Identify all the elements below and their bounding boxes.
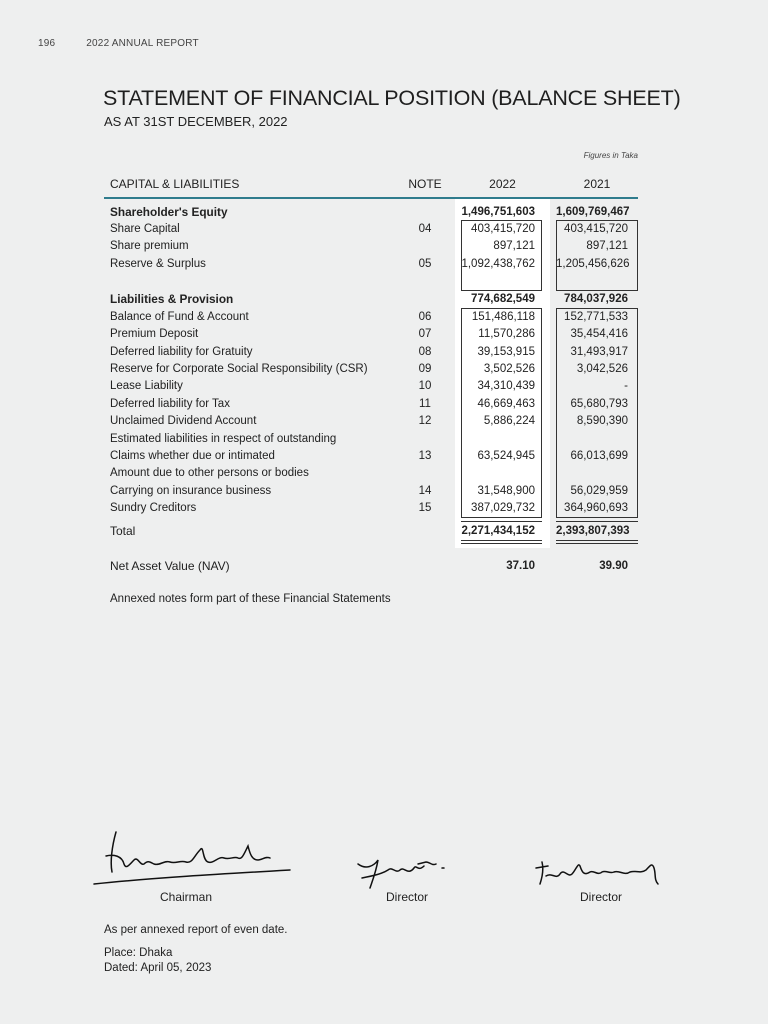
row-value-2022: 151,486,118 bbox=[471, 311, 535, 323]
total-2022-underline-2 bbox=[461, 543, 542, 544]
row-note: 07 bbox=[418, 328, 432, 340]
director-1-label: Director bbox=[386, 890, 429, 904]
table-row bbox=[0, 344, 768, 361]
row-value-2021: 39.90 bbox=[599, 560, 628, 572]
row-value-2022: 897,121 bbox=[493, 240, 535, 252]
row-value-2022: 37.10 bbox=[506, 560, 535, 572]
row-label: Liabilities & Provision bbox=[110, 292, 234, 306]
chairman-signature bbox=[90, 826, 295, 890]
row-note: 08 bbox=[418, 346, 432, 358]
row-value-2022: 34,310,439 bbox=[477, 380, 535, 392]
row-label: Premium Deposit bbox=[110, 328, 199, 340]
row-value-2022: 39,153,915 bbox=[477, 346, 535, 358]
row-value-2021: 3,042,526 bbox=[576, 363, 628, 375]
row-label: Lease Liability bbox=[110, 380, 183, 392]
row-label: Sundry Creditors bbox=[110, 502, 197, 514]
table-row bbox=[0, 204, 768, 221]
statement-title: STATEMENT OF FINANCIAL POSITION (BALANCE SHEET) bbox=[103, 86, 681, 110]
row-value-2021: 1,609,769,467 bbox=[556, 206, 630, 218]
row-note: 05 bbox=[418, 258, 432, 270]
header-divider bbox=[104, 197, 638, 199]
table-row bbox=[0, 238, 768, 255]
row-value-2021: 8,590,390 bbox=[576, 415, 628, 427]
row-note: 09 bbox=[418, 363, 432, 375]
row-label: Deferred liability for Gratuity bbox=[110, 346, 253, 358]
table-row bbox=[0, 221, 768, 238]
director-2-signature bbox=[532, 852, 664, 892]
row-label: Carrying on insurance business bbox=[110, 485, 272, 497]
row-value-2021: 897,121 bbox=[586, 240, 628, 252]
row-label: Total bbox=[110, 524, 136, 538]
table-row bbox=[0, 378, 768, 395]
report-name: 2022 ANNUAL REPORT bbox=[86, 38, 199, 49]
row-value-2021: 31,493,917 bbox=[570, 346, 628, 358]
row-value-2021: 35,454,416 bbox=[570, 328, 628, 340]
director-1-signature bbox=[352, 852, 452, 892]
statement-subtitle: AS AT 31ST DECEMBER, 2022 bbox=[104, 114, 288, 129]
row-label: Reserve for Corporate Social Responsibility (CSR) bbox=[110, 363, 368, 375]
row-value-2022: 5,886,224 bbox=[483, 415, 535, 427]
table-row bbox=[0, 465, 768, 482]
total-2021-underline-2 bbox=[556, 543, 638, 544]
table-row bbox=[0, 448, 768, 465]
row-value-2022: 774,682,549 bbox=[471, 293, 535, 305]
row-label: Shareholder's Equity bbox=[110, 205, 228, 219]
row-value-2021: 784,037,926 bbox=[564, 293, 628, 305]
table-row bbox=[0, 413, 768, 430]
row-label: Deferred liability for Tax bbox=[110, 398, 230, 410]
row-value-2022: 2,271,434,152 bbox=[461, 525, 535, 537]
table-row bbox=[0, 523, 768, 540]
row-value-2021: 1,205,456,626 bbox=[556, 258, 630, 270]
header-note: NOTE bbox=[408, 177, 442, 191]
row-value-2022: 11,570,286 bbox=[478, 328, 535, 340]
total-2022-underline-1 bbox=[461, 540, 542, 541]
row-value-2022: 31,548,900 bbox=[477, 485, 535, 497]
row-value-2021: - bbox=[624, 380, 628, 392]
table-row bbox=[0, 431, 768, 448]
row-value-2022: 387,029,732 bbox=[471, 502, 535, 514]
row-label: Share Capital bbox=[110, 223, 180, 235]
row-value-2021: 364,960,693 bbox=[564, 502, 628, 514]
row-label: Balance of Fund & Account bbox=[110, 311, 249, 323]
row-note: 06 bbox=[418, 311, 432, 323]
table-row bbox=[0, 291, 768, 308]
row-value-2022: 63,524,945 bbox=[477, 450, 535, 462]
row-label: Amount due to other persons or bodies bbox=[110, 467, 309, 479]
annexed-note: Annexed notes form part of these Financial Statements bbox=[110, 593, 391, 605]
table-row bbox=[0, 256, 768, 273]
row-note: 10 bbox=[418, 380, 432, 392]
row-value-2021: 152,771,533 bbox=[564, 311, 628, 323]
total-2021-underline-1 bbox=[556, 540, 638, 541]
row-value-2022: 403,415,720 bbox=[471, 223, 535, 235]
row-label: Net Asset Value (NAV) bbox=[110, 559, 230, 573]
row-value-2021: 66,013,699 bbox=[570, 450, 628, 462]
row-value-2022: 46,669,463 bbox=[477, 398, 535, 410]
table-row bbox=[0, 500, 768, 517]
row-value-2021: 403,415,720 bbox=[564, 223, 628, 235]
table-row bbox=[0, 309, 768, 326]
table-row bbox=[0, 326, 768, 343]
row-value-2021: 65,680,793 bbox=[570, 398, 628, 410]
page-number: 196 bbox=[38, 38, 56, 49]
row-label: Unclaimed Dividend Account bbox=[110, 415, 257, 427]
total-2022-overline bbox=[461, 521, 542, 522]
report-note: As per annexed report of even date. bbox=[104, 924, 288, 936]
row-label: Share premium bbox=[110, 240, 189, 252]
row-note: 04 bbox=[418, 223, 432, 235]
row-label: Estimated liabilities in respect of outstanding bbox=[110, 433, 337, 445]
total-2021-overline bbox=[556, 521, 638, 522]
header-2022: 2022 bbox=[489, 177, 516, 191]
row-value-2022: 3,502,526 bbox=[483, 363, 535, 375]
table-row bbox=[0, 396, 768, 413]
place: Place: Dhaka bbox=[104, 947, 173, 959]
row-value-2022: 1,092,438,762 bbox=[461, 258, 535, 270]
row-label: Reserve & Surplus bbox=[110, 258, 206, 270]
header-2021: 2021 bbox=[583, 177, 611, 191]
table-row bbox=[0, 558, 768, 575]
table-row bbox=[0, 361, 768, 378]
page-header bbox=[38, 38, 199, 49]
figures-note: Figures in Taka bbox=[583, 151, 638, 160]
row-value-2021: 2,393,807,393 bbox=[556, 525, 630, 537]
row-note: 14 bbox=[418, 485, 432, 497]
row-note: 12 bbox=[418, 415, 432, 427]
chairman-label: Chairman bbox=[160, 890, 213, 904]
dated: Dated: April 05, 2023 bbox=[104, 962, 212, 974]
header-capital-liabilities: CAPITAL & LIABILITIES bbox=[110, 177, 240, 191]
row-value-2022: 1,496,751,603 bbox=[461, 206, 535, 218]
row-label: Claims whether due or intimated bbox=[110, 450, 275, 462]
director-2-label: Director bbox=[580, 890, 623, 904]
row-note: 15 bbox=[418, 502, 432, 514]
row-value-2021: 56,029,959 bbox=[570, 485, 628, 497]
row-note: 13 bbox=[418, 450, 432, 462]
table-row bbox=[0, 483, 768, 500]
row-note: 11 bbox=[419, 398, 431, 410]
